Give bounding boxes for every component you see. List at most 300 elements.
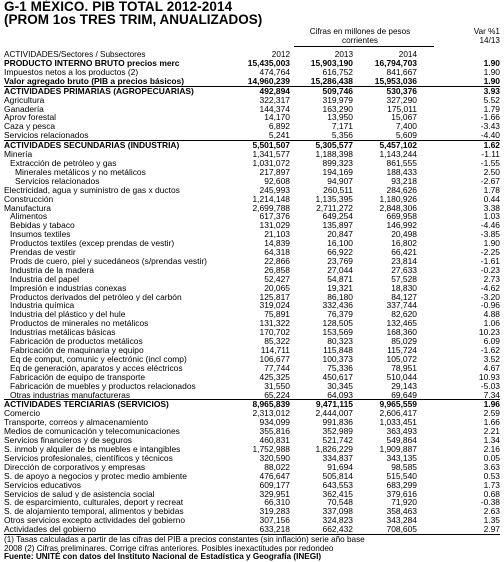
value-2013: 352,989 <box>322 427 353 437</box>
value-2012: 52,427 <box>264 274 290 284</box>
value-2012: 14,839 <box>264 239 290 249</box>
value-2014: 29,143 <box>391 381 417 391</box>
row-label: Servicios profesionales, científicos y técnicos <box>4 453 173 463</box>
var-pct: -1.62 <box>480 346 500 355</box>
value-2012: 609,177 <box>259 480 290 490</box>
var-pct: 6.09 <box>483 337 500 346</box>
var-pct: -4.40 <box>480 131 500 141</box>
var-pct: 2.63 <box>483 507 500 517</box>
row-label: Productos de minerales no metálicos <box>10 319 149 329</box>
table-row <box>4 195 500 204</box>
year-2014-header: 2014 <box>398 50 417 59</box>
table-row <box>4 221 500 230</box>
var-pct: -0.38 <box>480 498 500 508</box>
value-2014: 861,555 <box>386 158 417 168</box>
row-label: Minerales metálicos y no metálicos <box>15 167 146 177</box>
row-label: Actividades del gobierno <box>4 525 96 535</box>
table-row <box>4 525 500 534</box>
row-label: S. inmob y alquiler de bs muebles e intangibles <box>4 444 181 454</box>
value-2012: 131,322 <box>259 319 290 329</box>
value-2012: 1,341,577 <box>252 150 290 159</box>
value-2014: 358,463 <box>386 507 417 517</box>
row-label: Minería <box>4 150 33 159</box>
value-2014: 175,011 <box>387 104 417 114</box>
row-label: PRODUCTO INTERNO BRUTO precios merc <box>4 59 180 68</box>
table-row <box>4 68 500 77</box>
row-label: Industria del plástico y del hule <box>10 310 126 320</box>
var-pct: -0.23 <box>480 265 500 275</box>
value-2013: 27,044 <box>327 265 353 275</box>
var-pct: 1.66 <box>483 418 500 428</box>
value-2012: 1,752,988 <box>252 444 290 454</box>
value-2014: 5,609 <box>395 131 417 141</box>
value-2013: 86,180 <box>327 292 353 302</box>
var-pct: -2.67 <box>480 176 500 186</box>
value-2012: 75,891 <box>264 310 290 320</box>
table-row <box>4 284 500 293</box>
row-label: Alimentos <box>10 212 48 222</box>
value-2012: 15,435,003 <box>247 59 290 68</box>
table-row <box>4 364 500 373</box>
value-2013: 15,903,190 <box>310 59 353 68</box>
value-2012: 64,318 <box>264 248 290 257</box>
value-2012: 66,310 <box>264 498 290 508</box>
value-2012: 1,031,072 <box>252 158 290 168</box>
table-row <box>4 230 500 239</box>
value-2014: 1,180,926 <box>379 194 417 204</box>
value-2013: 66,922 <box>327 248 353 257</box>
value-2014: 98,585 <box>391 462 417 472</box>
row-label: Prendas de vestir <box>10 248 76 257</box>
var-pct: -4.46 <box>480 221 500 231</box>
value-2013: 332,436 <box>322 301 353 311</box>
value-2013: 5,305,577 <box>290 141 353 150</box>
value-2012: 22,866 <box>264 256 290 266</box>
value-2014: 82,620 <box>391 310 417 320</box>
value-2013: 9,471,115 <box>290 400 353 409</box>
value-2012: 125,817 <box>259 292 290 302</box>
value-2012: 65,224 <box>264 390 290 400</box>
table-row <box>4 328 500 337</box>
var-pct: 4.67 <box>483 363 500 373</box>
value-2012: 492,894 <box>236 86 290 95</box>
table-row <box>4 177 500 186</box>
value-2014: 1,033,451 <box>379 418 417 428</box>
row-label: Servicios relacionados <box>15 176 100 186</box>
var-pct: -1.66 <box>480 113 500 123</box>
value-2014: 363,493 <box>386 427 417 437</box>
row-label: Industria de la madera <box>10 265 94 275</box>
value-2012: 14,960,239 <box>247 76 290 86</box>
value-2013: 135,897 <box>322 221 353 231</box>
value-2014: 337,744 <box>386 301 417 311</box>
table-row <box>4 516 500 525</box>
table-row <box>4 105 500 114</box>
value-2012: 460,831 <box>259 436 290 445</box>
value-2012: 88,022 <box>264 462 290 472</box>
var-pct: 2.73 <box>483 274 500 284</box>
row-label: Dirección de corporativos y empresas <box>4 462 146 472</box>
value-2013: 115,848 <box>323 346 353 355</box>
table-bottom-rule <box>4 534 500 535</box>
var-pct: -2.25 <box>480 248 500 257</box>
value-2012: 21,103 <box>264 230 290 240</box>
value-2014: 1,909,887 <box>379 444 417 454</box>
value-2014: 343,135 <box>386 453 417 463</box>
value-2012: 26,858 <box>264 265 290 275</box>
value-2013: 76,379 <box>327 310 353 320</box>
var-pct: 2.21 <box>483 427 500 437</box>
value-2014: 69,649 <box>391 390 417 400</box>
units-label: Cifras en millones de pesos corrientes <box>309 27 411 45</box>
var-pct: 10.93 <box>478 372 500 382</box>
var-pct: 1.90 <box>483 76 500 86</box>
value-2012: 5,501,507 <box>236 141 290 150</box>
row-label: S. de alojamiento temporal, alimentos y bebidas <box>4 507 184 517</box>
table-row <box>4 310 500 319</box>
value-2013: 94,907 <box>327 176 353 186</box>
value-2013: 153,569 <box>322 328 353 338</box>
value-2014: 510,044 <box>386 372 417 382</box>
value-2012: 307,156 <box>259 516 290 526</box>
value-2012: 131,029 <box>259 221 290 231</box>
value-2014: 168,360 <box>386 328 417 338</box>
table-row <box>4 436 500 445</box>
value-2013: 75,336 <box>327 363 353 373</box>
row-label: Fabricación de muebles y productos relacionados <box>10 381 196 391</box>
var-pct: 0.68 <box>483 489 500 499</box>
value-2012: 474,764 <box>259 67 290 77</box>
value-2014: 5,457,102 <box>353 141 417 150</box>
value-2012: 31,550 <box>264 381 290 391</box>
value-2014: 105,072 <box>386 354 417 364</box>
value-2013: 334,837 <box>322 453 353 463</box>
value-2012: 319,024 <box>259 301 290 311</box>
value-2013: 1,188,398 <box>315 150 353 159</box>
value-2013: 64,093 <box>327 390 353 400</box>
value-2014: 78,951 <box>391 363 417 373</box>
value-2014: 515,540 <box>386 471 417 481</box>
footnote-line-1: (1) Tasas calculadas a partir de las cifras del PIB a precios constantes (sin inflación) serie año base <box>4 535 365 545</box>
table-row <box>4 346 500 355</box>
table-row <box>4 159 500 168</box>
var-pct: 0.44 <box>483 194 500 204</box>
value-2014: 7,400 <box>395 122 417 132</box>
table-row <box>4 481 500 490</box>
var-pct: 2.16 <box>483 444 500 454</box>
value-2014: 15,953,036 <box>374 76 417 86</box>
table-row <box>4 77 500 86</box>
value-2012: 322,317 <box>259 95 290 105</box>
var-pct: 2.59 <box>483 409 500 419</box>
value-2014: 146,992 <box>386 221 417 231</box>
value-2012: 6,892 <box>268 122 290 132</box>
var-pct: 1.06 <box>483 319 500 329</box>
table-row <box>4 373 500 382</box>
var-pct: 1.90 <box>483 67 500 77</box>
value-2013: 163,290 <box>322 104 353 114</box>
var-pct: 1.79 <box>483 104 500 114</box>
value-2013: 194,169 <box>322 167 353 177</box>
value-2012: 8,965,839 <box>236 400 290 409</box>
row-label: Impuestos netos a los productos (2) <box>4 67 139 77</box>
value-2012: 355,816 <box>259 427 290 437</box>
value-2013: 20,847 <box>327 230 353 240</box>
value-2013: 362,415 <box>322 489 353 499</box>
value-2014: 23,814 <box>391 256 417 266</box>
value-2014: 57,528 <box>391 274 417 284</box>
gdp-table-body <box>4 59 500 534</box>
row-label: Ganadería <box>4 104 44 114</box>
table-row <box>4 418 500 427</box>
var-pct: 1.78 <box>483 185 500 195</box>
value-2012: 617,376 <box>259 212 290 222</box>
var-pct: 3.52 <box>483 354 500 364</box>
value-2012: 77,744 <box>264 363 290 373</box>
value-2012: 245,993 <box>259 185 290 195</box>
value-2014: 683,299 <box>386 480 417 490</box>
value-2013: 2,444,007 <box>315 409 353 419</box>
row-label: Servicios de salud y de asistencia social <box>4 489 155 499</box>
value-2014: 841,667 <box>386 67 417 77</box>
row-label: Fabricación de productos metálicos <box>10 337 143 346</box>
table-row <box>4 59 500 68</box>
value-2013: 662,432 <box>322 525 353 535</box>
value-2012: 425,325 <box>259 372 290 382</box>
table-row <box>4 454 500 463</box>
footnotes <box>4 536 500 562</box>
var-pct: 1.73 <box>483 480 500 490</box>
table-row <box>4 463 500 472</box>
value-2014: 115,724 <box>387 346 417 355</box>
row-label: Valor agregado bruto (PIB a precios básicos) <box>4 76 185 86</box>
row-label: Construcción <box>4 194 54 204</box>
row-label: Otros servicios excepto actividades del gobierno <box>4 516 186 526</box>
var-label: Var %1 <box>473 27 500 36</box>
value-2013: 100,373 <box>322 354 353 364</box>
table-row <box>4 239 500 248</box>
row-label: Productos textiles (excep prendas de vestir) <box>10 239 175 249</box>
value-2013: 15,286,438 <box>310 76 353 86</box>
value-2012: 114,711 <box>260 346 290 355</box>
var-pct: -3.85 <box>480 230 500 240</box>
table-row <box>4 445 500 454</box>
var-pct: 3.93 <box>417 86 500 95</box>
value-2013: 91,694 <box>327 462 353 472</box>
value-2012: 14,170 <box>264 113 290 123</box>
row-label: Fabricación de maquinaria y equipo <box>10 346 144 355</box>
row-label: ACTIVIDADES TERCIARIAS (SERVICIOS) <box>4 400 236 409</box>
value-2014: 27,633 <box>391 265 417 275</box>
row-label: Aprov forestal <box>4 113 57 123</box>
value-2014: 2,606,417 <box>379 409 417 419</box>
row-label: Impresión e industrias conexas <box>10 283 127 293</box>
table-row <box>4 490 500 499</box>
value-2012: 170,702 <box>259 328 290 338</box>
table-row <box>4 168 500 177</box>
row-label: Industria química <box>10 301 75 311</box>
var-pct: 7.34 <box>483 390 500 400</box>
var-pct: 3.38 <box>483 203 500 213</box>
row-label: Industria del papel <box>10 274 79 284</box>
row-label: Productos derivados del petróleo y del carbón <box>10 292 182 302</box>
var-pct: -1.11 <box>481 150 500 159</box>
var-pct: -1.61 <box>480 256 500 266</box>
value-2013: 5,356 <box>331 131 353 141</box>
value-2014: 327,290 <box>386 95 417 105</box>
value-2012: 144,374 <box>259 104 290 114</box>
value-2013: 319,979 <box>322 95 353 105</box>
value-2012: 2,699,788 <box>252 203 290 213</box>
value-2013: 30,345 <box>327 381 353 391</box>
value-2013: 505,814 <box>322 471 353 481</box>
value-2012: 476,647 <box>259 471 290 481</box>
var-pct: 5.52 <box>483 95 500 105</box>
table-row <box>4 382 500 391</box>
row-label: Eq de generación, aparatos y acces eléctricos <box>10 363 183 373</box>
value-2013: 337,098 <box>322 507 353 517</box>
table-header <box>4 28 500 59</box>
value-2013: 70,548 <box>327 498 353 508</box>
value-2013: 1,135,395 <box>315 194 353 204</box>
value-2014: 18,830 <box>391 283 417 293</box>
column-headers <box>4 50 500 59</box>
value-2014: 343,284 <box>386 516 417 526</box>
var-pct: 1.90 <box>483 59 500 68</box>
var-pct: 0.53 <box>483 471 500 481</box>
value-2014: 132,465 <box>386 319 417 329</box>
value-2013: 19,321 <box>327 283 353 293</box>
value-2013: 23,769 <box>327 256 353 266</box>
value-2014: 549,864 <box>386 436 417 445</box>
row-label: Medios de comunicación y telecomunicaciones <box>4 427 180 437</box>
value-2014: 71,920 <box>391 498 417 508</box>
table-row <box>4 131 500 140</box>
table-row <box>4 141 500 150</box>
row-label: Prods de cuero, piel y sucedáneos (s/prendas vestir) <box>10 256 207 266</box>
value-2013: 54,871 <box>327 274 353 284</box>
var-pct: 1.90 <box>483 239 500 249</box>
value-2012: 85,322 <box>264 337 290 346</box>
value-2014: 93,218 <box>391 176 417 186</box>
value-2013: 991,836 <box>322 418 353 428</box>
document-subtitle: (PROM 1os TRES TRIM, ANUALIZADOS) <box>4 12 263 27</box>
table-row <box>4 96 500 105</box>
value-2014: 20,498 <box>391 230 417 240</box>
value-2014: 85,029 <box>391 337 417 346</box>
document-title: G-1 MÉXICO. PIB TOTAL 2012-2014 <box>4 0 233 14</box>
row-label: Industrias metálicas básicas <box>10 328 116 338</box>
row-label: Bebidas y tabaco <box>10 221 75 231</box>
table-row <box>4 400 500 409</box>
table-row <box>4 204 500 213</box>
value-2012: 5,241 <box>268 131 290 141</box>
var-pct: 2.97 <box>483 525 500 535</box>
row-label: Eq de comput, comunic y electrónic (incl comp) <box>10 354 187 364</box>
value-2014: 379,616 <box>386 489 417 499</box>
activity-column-header: ACTIVIDADES/Sectores / Subsectores <box>4 50 146 59</box>
row-label: Servicios educativos <box>4 480 81 490</box>
table-row <box>4 122 500 131</box>
value-2012: 934,099 <box>259 418 290 428</box>
value-2012: 92,608 <box>264 176 290 186</box>
value-2014: 2,848,306 <box>379 203 417 213</box>
value-2012: 319,283 <box>259 507 290 517</box>
row-label: Otras industrias manufactureras <box>10 390 131 400</box>
table-row <box>4 391 500 400</box>
table-row <box>4 257 500 266</box>
value-2014: 708,605 <box>386 525 417 535</box>
footnote-line-2: 2008 (2) Cifras preliminares. Corrige cifras anteriores. Posibles inexactitudes por redondeo <box>4 543 334 553</box>
value-2013: 2,711,272 <box>316 203 353 213</box>
table-row <box>4 150 500 159</box>
table-row <box>4 337 500 346</box>
value-2013: 521,742 <box>322 436 353 445</box>
var-pct: -3.20 <box>480 292 500 302</box>
table-row <box>4 355 500 364</box>
var-pct: 1.03 <box>483 212 500 222</box>
value-2014: 15,067 <box>391 113 417 123</box>
table-row <box>4 427 500 436</box>
value-2013: 324,823 <box>322 516 353 526</box>
var-pct: 1.62 <box>417 141 500 150</box>
row-label: ACTIVIDADES PRIMARIAS (AGROPECUARIAS) <box>4 86 236 95</box>
row-label: S. de esparcimiento, culturales, deport y recreat <box>4 498 184 508</box>
value-2013: 649,254 <box>322 212 353 222</box>
value-2012: 329,951 <box>259 489 290 499</box>
var-years: 14/13 <box>479 35 500 45</box>
row-label: Agricultura <box>4 95 45 105</box>
value-2012: 217,897 <box>259 167 290 177</box>
var-pct: -4.62 <box>480 283 500 293</box>
var-pct: 3.63 <box>483 462 500 472</box>
var-pct: -5.03 <box>480 381 500 391</box>
value-2013: 899,323 <box>322 158 353 168</box>
table-row <box>4 319 500 328</box>
var-pct: 1.35 <box>483 516 500 526</box>
source-note: Fuente: UNITÉ con datos del Instituto Nacional de Estadística y Geografía (INEGI) <box>4 552 322 562</box>
table-row <box>4 186 500 195</box>
value-2013: 643,553 <box>322 480 353 490</box>
table-row <box>4 409 500 418</box>
value-2014: 1,143,244 <box>379 150 417 159</box>
var-pct: -3.43 <box>480 122 500 132</box>
var-pct: -0.96 <box>480 301 500 311</box>
row-label: Electricidad, agua y suministro de gas x ductos <box>4 185 180 195</box>
table-row <box>4 275 500 284</box>
value-2012: 20,065 <box>264 283 290 293</box>
var-header <box>463 28 500 45</box>
var-pct: 2.50 <box>483 167 500 177</box>
value-2012: 633,218 <box>259 525 290 535</box>
value-2012: 2,313,012 <box>252 409 290 419</box>
var-pct: 10.23 <box>478 328 500 338</box>
table-row <box>4 293 500 302</box>
value-2013: 7,171 <box>331 122 353 132</box>
value-2013: 1,826,229 <box>315 444 353 454</box>
row-label: Fabricación de equipo de transporte <box>10 372 146 382</box>
value-2012: 320,590 <box>259 453 290 463</box>
table-row <box>4 86 500 95</box>
row-label: Comercio <box>4 409 41 419</box>
value-2014: 16,794,703 <box>374 59 417 68</box>
value-2013: 13,950 <box>327 113 353 123</box>
value-2013: 260,511 <box>323 185 353 195</box>
var-pct: -1.55 <box>480 158 500 168</box>
var-pct: 1.34 <box>483 436 500 445</box>
row-label: Extracción de petróleo y gas <box>10 158 117 168</box>
value-2014: 669,958 <box>386 212 417 222</box>
